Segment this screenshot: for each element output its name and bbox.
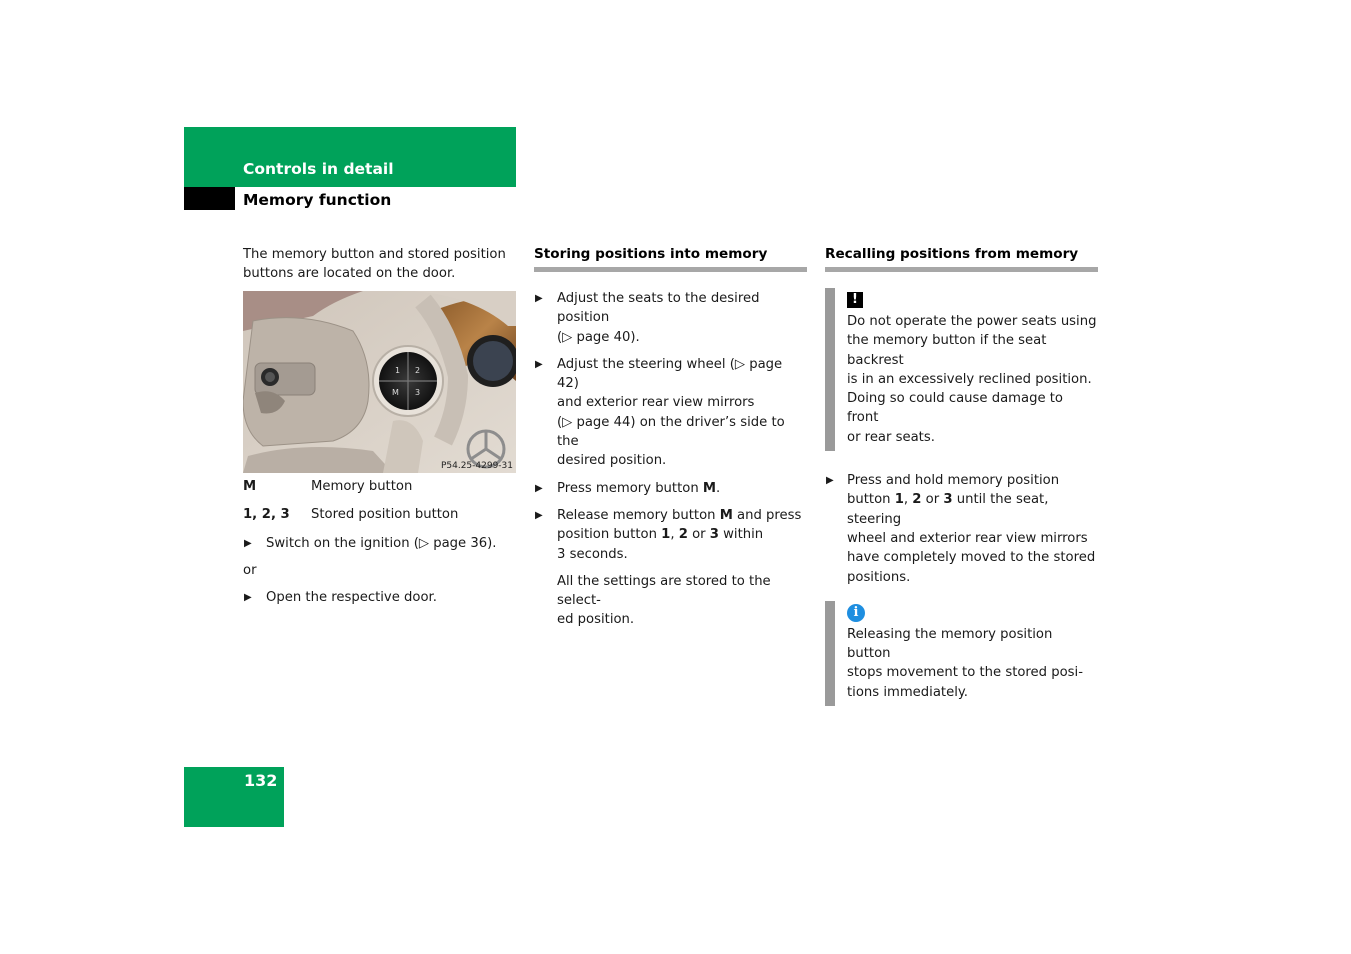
legend-desc: Stored position button [311, 507, 459, 523]
instruction-step: ▶ Press memory button M. [534, 479, 807, 498]
info-circle-icon: i [847, 604, 865, 622]
legend-row [243, 477, 516, 496]
section-heading: Recalling positions from memory [825, 245, 1098, 272]
legend-desc: Memory button [311, 479, 413, 494]
triangle-bullet-icon: ▶ [244, 592, 252, 604]
warning-text: Do not operate the power seats using the memory button if the seat backrest is in an excessively reclined position. Doing so could cause damage to front or rear seats. [847, 314, 1097, 445]
warning-notice [825, 288, 1098, 451]
section-heading: Storing positions into memory [534, 245, 807, 272]
storing-section [534, 245, 807, 630]
intro-text: The memory button and stored position buttons are located on the door. [243, 247, 506, 282]
triangle-bullet-icon: ▶ [244, 537, 252, 549]
legend-key: 1, 2, 3 [243, 507, 290, 523]
instruction-step: ▶ Release memory button M and press position button 1, 2 or 3 within 3 seconds. [535, 507, 802, 562]
result-text: All the settings are stored to the select- ed position. [557, 573, 771, 628]
info-text: Releasing the memory position button stops movement to the stored posi- tions immediately. [847, 626, 1083, 700]
triangle-bullet-icon: ▶ [535, 293, 543, 304]
or-text: or [243, 562, 257, 578]
photo-btn-3: 3 [415, 388, 421, 397]
instruction-step: ▶ Switch on the ignition (▷ page 36). [243, 534, 516, 553]
figure-code: P54.25-4299-31 [440, 461, 513, 471]
section-title: Controls in detail [243, 160, 394, 178]
instruction-step: ▶ Adjust the seats to the desired position (▷ page 40). [535, 291, 760, 345]
door-memory-buttons-photo [243, 291, 516, 473]
triangle-bullet-icon: ▶ [535, 482, 543, 494]
info-notice [825, 601, 1098, 706]
triangle-bullet-icon: ▶ [535, 509, 543, 521]
triangle-bullet-icon: ▶ [535, 358, 543, 370]
page-number: 132 [244, 771, 278, 790]
instruction-step: ▶ Open the respective door. [243, 588, 516, 607]
door-panel-illustration [243, 291, 516, 473]
instruction-step: ▶ Press and hold memory position button 1, 2 or 3 until the seat, steering wheel and exterior rear view mirrors have completely moved to the stored positions. [826, 473, 1096, 585]
subsection-title: Memory function [243, 191, 392, 209]
header-black-tab [184, 187, 235, 210]
exclamation-warning-icon: ! [847, 292, 863, 308]
figure-legend [243, 477, 516, 615]
instruction-step: ▶ Adjust the steering wheel (▷ page 42) and exterior rear view mirrors (▷ page 44) on the driver’s side to the desired position. [535, 356, 785, 469]
photo-btn-2: 2 [415, 366, 421, 375]
recalling-section [825, 245, 1098, 726]
legend-key: M [243, 479, 257, 494]
triangle-bullet-icon: ▶ [826, 475, 834, 487]
legend-row [243, 505, 516, 524]
photo-btn-m: M [392, 388, 399, 397]
photo-btn-1: 1 [395, 366, 401, 375]
